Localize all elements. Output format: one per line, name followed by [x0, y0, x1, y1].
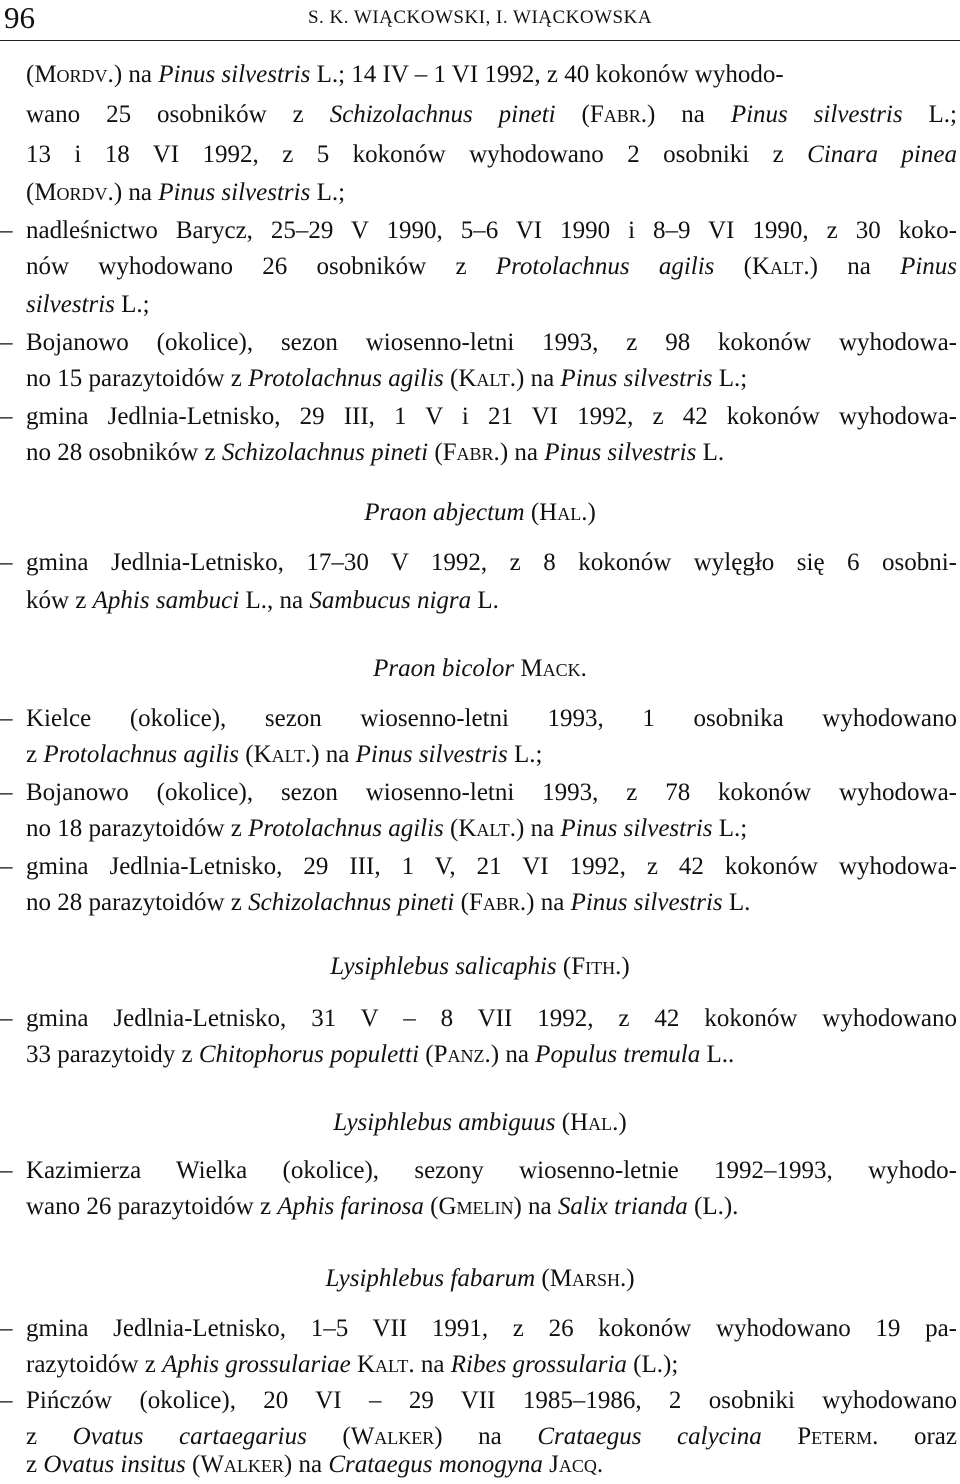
author-name: Fith.	[571, 953, 622, 980]
italic-taxon: Salix trianda	[557, 1193, 688, 1220]
text-run: (	[555, 101, 590, 128]
text-run: Bojanowo (okolice), sezon wiosenno-letni 1993, z 98 kokonów wyhodowa-	[26, 329, 957, 356]
italic-taxon: Pinus silvestris	[570, 889, 723, 916]
author-name: Panz.	[433, 1041, 491, 1068]
text-line	[26, 810, 957, 848]
species-heading	[0, 1260, 960, 1298]
text-run: (	[185, 1451, 201, 1478]
italic-taxon: Pinus silvestris	[158, 179, 311, 206]
text-run: (	[306, 1423, 351, 1450]
italic-taxon: Aphis grossulariae	[162, 1351, 351, 1378]
text-run: ) na	[513, 1193, 558, 1220]
text-run: gmina Jedlnia-Letnisko, 29 III, 1 V, 21 VI 1992, z 42 kokonów wyhodowa-	[26, 853, 957, 880]
text-run: 33 parazytoidy z	[26, 1041, 199, 1068]
text-line	[26, 248, 957, 286]
list-dash: –	[0, 549, 13, 576]
author-name: Kalt.	[356, 1351, 415, 1378]
text-run: L.; 14 IV – 1 VI 1992, z 40 kokonów wyhodo-	[310, 61, 784, 88]
text-run: L.	[722, 889, 751, 916]
text-run: L.;	[902, 101, 958, 128]
text-run: no 28 parazytoidów z	[26, 889, 249, 916]
species-heading	[0, 494, 960, 532]
author-name: Peterm.	[797, 1423, 879, 1450]
text-run: )	[626, 1265, 635, 1292]
text-run: L.;	[310, 179, 346, 206]
author-name: Gmelin	[438, 1193, 514, 1220]
author-name: Walker	[200, 1451, 284, 1478]
italic-taxon: Crataegus calycina	[537, 1423, 762, 1450]
list-dash: –	[0, 329, 13, 356]
author-name: Walker	[350, 1423, 435, 1450]
italic-taxon: Aphis farinosa	[277, 1193, 424, 1220]
text-run: (	[556, 953, 572, 980]
italic-taxon: Praon abjectum	[364, 499, 525, 526]
italic-taxon: Crataegus monogyna	[328, 1451, 543, 1478]
author-name: Hal.	[570, 1109, 619, 1136]
text-run: ) na	[647, 101, 731, 128]
text-run: (	[535, 1265, 550, 1292]
text-run: gmina Jedlnia-Letnisko, 17–30 V 1992, z 8 kokonów wylęgło się 6 osobni-	[26, 549, 957, 576]
italic-taxon: Schizolachnus pineti	[221, 439, 429, 466]
running-head: S. K. WIĄCKOWSKI, I. WIĄCKOWSKA	[307, 7, 653, 28]
species-heading	[0, 1104, 960, 1142]
text-run: wano 26 parazytoidów z	[26, 1193, 278, 1220]
text-run: z	[26, 1451, 44, 1478]
italic-taxon: Schizolachnus pineti	[248, 889, 455, 916]
author-name: Mack.	[520, 655, 587, 682]
text-run: gmina Jedlnia-Letnisko, 31 V – 8 VII 1992, z 42 kokonów wyhodowano	[26, 1005, 957, 1032]
author-name: Hal.	[539, 499, 588, 526]
text-run: )	[618, 1109, 627, 1136]
text-run: ) na	[516, 365, 561, 392]
author-name: Fabr.	[468, 889, 527, 916]
text-run: no 18 parazytoidów z	[26, 815, 249, 842]
text-line	[26, 1346, 957, 1384]
text-run: (	[428, 439, 443, 466]
list-dash: –	[0, 1315, 13, 1342]
list-dash: –	[0, 1157, 13, 1184]
list-item-line	[26, 398, 957, 436]
text-run: L.;	[712, 365, 748, 392]
text-run: wano 25 osobników z	[26, 101, 330, 128]
text-run: (L.).	[687, 1193, 739, 1220]
italic-taxon: silvestris	[26, 291, 115, 318]
list-item-line	[26, 212, 957, 250]
text-run: L.;	[712, 815, 748, 842]
list-dash: –	[0, 1005, 13, 1032]
text-run: L.	[696, 439, 725, 466]
list-item-line	[26, 700, 957, 738]
author-name: Kalt.	[752, 253, 810, 280]
italic-taxon: Lysiphlebus salicaphis	[330, 953, 557, 980]
italic-taxon: Chitophorus populetti	[198, 1041, 420, 1068]
italic-taxon: Ribes grossularia	[450, 1351, 627, 1378]
italic-taxon: Protolachnus agilis	[495, 253, 715, 280]
list-dash: –	[0, 403, 13, 430]
italic-taxon: Ovatus insitus	[43, 1451, 186, 1478]
italic-taxon: Cinara pinea	[807, 141, 957, 168]
text-run: (	[238, 741, 254, 768]
text-run: (	[714, 253, 752, 280]
text-run: ) na	[434, 1423, 538, 1450]
text-run: ) na	[516, 815, 561, 842]
text-run: (	[419, 1041, 434, 1068]
text-run: ) na	[283, 1451, 329, 1478]
list-item-line	[26, 1310, 957, 1348]
text-line	[26, 1036, 957, 1074]
text-line	[26, 434, 957, 472]
page-number: 96	[4, 0, 35, 35]
italic-taxon: Ovatus cartaegarius	[72, 1423, 307, 1450]
text-line	[26, 1188, 957, 1226]
italic-taxon: Protolachnus agilis	[43, 741, 239, 768]
text-run: (	[524, 499, 540, 526]
italic-taxon: Lysiphlebus ambiguus	[333, 1109, 556, 1136]
text-line	[26, 1446, 957, 1484]
text-run: (	[443, 365, 459, 392]
list-item-line	[26, 774, 957, 812]
text-run: ) na	[311, 741, 356, 768]
text-line	[26, 736, 957, 774]
text-run: Kielce (okolice), sezon wiosenno-letni 1993, 1 osobnika wyhodowano	[26, 705, 957, 732]
author-name: Mordv.	[34, 179, 114, 206]
text-run: ) na	[113, 61, 159, 88]
italic-taxon: Aphis sambuci	[92, 587, 240, 614]
italic-taxon: Praon bicolor	[373, 655, 515, 682]
list-dash: –	[0, 853, 13, 880]
author-name: Fabr.	[442, 439, 500, 466]
text-run: L.;	[114, 291, 150, 318]
italic-taxon: Protolachnus agilis	[248, 815, 444, 842]
list-dash: –	[0, 705, 13, 732]
author-name: Kalt.	[458, 815, 516, 842]
text-run: nadleśnictwo Barycz, 25–29 V 1990, 5–6 VI 1990 i 8–9 VI 1990, z 30 koko-	[26, 217, 957, 244]
text-run: nów wyhodowano 26 osobników z	[26, 253, 496, 280]
italic-taxon: Pinus silvestris	[560, 815, 713, 842]
text-run: oraz	[878, 1423, 958, 1450]
text-line	[26, 360, 957, 398]
text-run: na	[414, 1351, 451, 1378]
author-name: Jacq.	[549, 1451, 604, 1478]
text-run: L..	[700, 1041, 735, 1068]
text-run: z	[26, 1423, 73, 1450]
text-run: gmina Jedlnia-Letnisko, 29 III, 1 V i 21 VI 1992, z 42 kokonów wyhodowa-	[26, 403, 957, 430]
text-run: L.;	[507, 741, 543, 768]
italic-taxon: Pinus	[900, 253, 958, 280]
text-run: 13 i 18 VI 1992, z 5 kokonów wyhodowano 2 osobniki z	[26, 141, 808, 168]
text-run: (	[423, 1193, 439, 1220]
text-run: gmina Jedlnia-Letnisko, 1–5 VII 1991, z 26 kokonów wyhodowano 19 pa-	[26, 1315, 957, 1342]
italic-taxon: Protolachnus agilis	[248, 365, 444, 392]
text-line	[26, 136, 957, 174]
text-run: L.	[471, 587, 499, 614]
text-run: ków z	[26, 587, 93, 614]
italic-taxon: Schizolachnus pineti	[329, 101, 556, 128]
text-run: no 15 parazytoidów z	[26, 365, 249, 392]
text-run: ) na	[490, 1041, 536, 1068]
italic-taxon: Sambucus nigra	[309, 587, 472, 614]
italic-taxon: Pinus silvestris	[560, 365, 713, 392]
text-run: (	[555, 1109, 571, 1136]
italic-taxon: Lysiphlebus fabarum	[325, 1265, 536, 1292]
text-run: (	[26, 179, 35, 206]
species-heading	[0, 650, 960, 688]
text-run: (	[443, 815, 459, 842]
text-run: Kazimierza Wielka (okolice), sezony wiosenno-letnie 1992–1993, wyhodo-	[26, 1157, 957, 1184]
list-item-line	[26, 848, 957, 886]
italic-taxon: Pinus silvestris	[544, 439, 697, 466]
text-line	[26, 96, 957, 134]
author-name: Kalt.	[253, 741, 312, 768]
author-name: Kalt.	[458, 365, 516, 392]
text-line	[26, 56, 957, 94]
list-item-line	[26, 324, 957, 362]
italic-taxon: Pinus silvestris	[158, 61, 311, 88]
text-run: )	[621, 953, 630, 980]
text-line	[26, 174, 957, 212]
list-item-line	[26, 1152, 957, 1190]
list-dash: –	[0, 217, 13, 244]
text-run: z	[26, 741, 44, 768]
text-run: (L.);	[626, 1351, 679, 1378]
text-run: (	[454, 889, 469, 916]
author-name: Marsh.	[549, 1265, 627, 1292]
text-run: ) na	[526, 889, 571, 916]
list-item-line	[26, 1382, 957, 1420]
italic-taxon: Pinus silvestris	[355, 741, 508, 768]
text-line	[26, 884, 957, 922]
species-heading	[0, 948, 960, 986]
list-dash: –	[0, 1387, 13, 1414]
text-run: Pińczów (okolice), 20 VI – 29 VII 1985–1986, 2 osobniki wyhodowano	[26, 1387, 957, 1414]
list-dash: –	[0, 779, 13, 806]
italic-taxon: Populus tremula	[535, 1041, 701, 1068]
author-name: Fabr.	[589, 101, 648, 128]
text-run: razytoidów z	[26, 1351, 163, 1378]
text-run: Bojanowo (okolice), sezon wiosenno-letni 1993, z 78 kokonów wyhodowa-	[26, 779, 957, 806]
text-run: no 28 osobników z	[26, 439, 222, 466]
text-run: ) na	[113, 179, 159, 206]
text-line	[26, 582, 957, 620]
text-run: ) na	[499, 439, 545, 466]
page-header	[0, 0, 960, 38]
header-rule	[0, 40, 960, 41]
text-run: ) na	[809, 253, 901, 280]
list-item-line	[26, 1000, 957, 1038]
author-name: (Mordv.	[26, 61, 114, 88]
italic-taxon: Pinus silvestris	[730, 101, 903, 128]
list-item-line	[26, 544, 957, 582]
text-run: )	[587, 499, 596, 526]
text-line	[26, 286, 957, 324]
text-run: L., na	[239, 587, 310, 614]
